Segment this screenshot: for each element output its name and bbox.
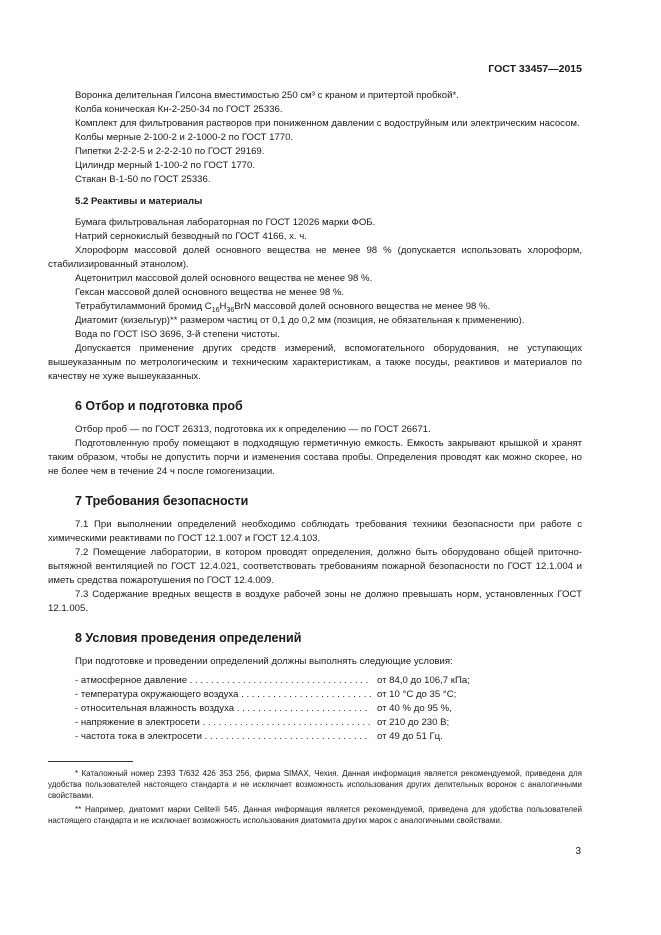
equipment-item: Цилиндр мерный 1-100-2 по ГОСТ 1770. <box>75 160 255 171</box>
reagent-note: Допускается применение других средств измерений, вспомогательного оборудования, не уступающих вышеуказанным по метрологическим и техническим характеристикам, а также посуды, реактивов и материалов по качеству не хуже вышеуказанных. <box>48 343 582 382</box>
equipment-item: Пипетки 2-2-2-5 и 2-2-2-10 по ГОСТ 29169. <box>75 146 265 157</box>
equipment-item: Стакан В-1-50 по ГОСТ 25336. <box>75 174 211 185</box>
equipment-item: Воронка делительная Гилсона вместимостью 250 см³ с краном и притертой пробкой*. <box>75 90 459 101</box>
condition-row <box>48 702 582 716</box>
equipment-item: Комплект для фильтрования растворов при пониженном давлении с водоструйным или электрическим насосом. <box>75 118 580 129</box>
condition-name: - относительная влажность воздуха . . . <box>75 702 371 716</box>
footnotes <box>48 768 582 826</box>
tbab-sub-c: 16 <box>211 306 220 314</box>
condition-row <box>48 674 582 688</box>
reagent-item: Ацетонитрил массовой долей основного вещества не менее 98 %. <box>75 273 373 284</box>
section-paragraph: 7.2 Помещение лаборатории, в котором проводят определения, должно быть оборудовано общей приточно-вытяжной вентиляцией по ГОСТ 12.4.021, соответствовать требованиям пожарной безопасности по ГОСТ 12.1.004 и иметь средства пожаротушения по ГОСТ 12.4.009. <box>48 547 582 586</box>
reagent-item: Натрий сернокислый безводный по ГОСТ 4166, х. ч. <box>75 231 307 242</box>
section-paragraph: При подготовке и проведении определений должны выполнять следующие условия: <box>75 656 453 667</box>
condition-value: от 10 °С до 35 °С; <box>377 689 457 700</box>
reagent-item: Диатомит (кизельгур)** размером частиц от 0,1 до 0,2 мм (позиция, не обязательная к применению). <box>75 315 525 326</box>
section-title: 8 Условия проведения определений <box>75 631 302 645</box>
condition-name: - частота тока в электросети . . . <box>75 730 371 744</box>
condition-value: от 40 % до 95 %, <box>377 703 452 714</box>
condition-name: - напряжение в электросети . . . <box>75 716 371 730</box>
reagent-item: Хлороформ массовой долей основного вещества не менее 98 % (допускается использовать хлороформ, стабилизированный этанолом). <box>48 245 582 270</box>
document-code: ГОСТ 33457—2015 <box>488 63 582 75</box>
footnote: * Каталожный номер 2393 Т/632 426 353 256, фирма SIMAX, Чехия. Данная информация является рекомендуемой, приведена для удобства пользователей настоящего стандарта и не исключает возможность использования других делительных воронок с аналогичными свойствами. <box>48 769 582 800</box>
condition-value: от 49 до 51 Гц. <box>377 731 443 742</box>
page-number: 3 <box>575 846 581 857</box>
section-title: 6 Отбор и подготовка проб <box>75 399 243 413</box>
condition-row <box>48 688 582 702</box>
condition-name: - атмосферное давление . . . <box>75 674 371 688</box>
footnote: ** Например, диатомит марки Celite® 545. Данная информация является рекомендуемой, приведена для удобства пользователей настоящего стандарта и не исключает возможность использования диатомита других марок с аналогичными свойствами. <box>48 805 582 825</box>
section-paragraph: Подготовленную пробу помещают в подходящую герметичную емкость. Емкость закрывают крышкой и хранят таким образом, чтобы не допустить порчи и изменения состава пробы. Определения проводят как можно скорее, но не более чем в течение 24 ч после гомогенизации. <box>48 438 582 477</box>
section-paragraph: Отбор проб — по ГОСТ 26313, подготовка их к определению — по ГОСТ 26671. <box>75 424 431 435</box>
condition-row <box>48 730 582 744</box>
reagent-item: Бумага фильтровальная лабораторная по ГОСТ 12026 марки ФОБ. <box>75 217 376 228</box>
condition-value: от 84,0 до 106,7 кПа; <box>377 675 470 686</box>
tbab-prefix: Тетрабутиламмоний бромид C <box>75 301 212 312</box>
reagent-item-tbab <box>48 300 582 314</box>
tbab-suffix: BrN массовой долей основного вещества не менее 98 %. <box>234 301 491 312</box>
section-paragraph: 7.1 При выполнении определений необходимо соблюдать требования техники безопасности при работе с химическими реактивами по ГОСТ 12.1.007 и ГОСТ 12.4.103. <box>48 519 582 544</box>
section-title: 7 Требования безопасности <box>75 494 249 508</box>
page-body <box>48 89 582 744</box>
tbab-sub-h: 36 <box>226 306 235 314</box>
reagent-item: Гексан массовой долей основного вещества не менее 98 %. <box>75 287 345 298</box>
equipment-item: Колба коническая Кн-2-250-34 по ГОСТ 25336. <box>75 104 283 115</box>
tbab-h: H <box>219 301 227 312</box>
condition-row <box>48 716 582 730</box>
condition-name: - температура окружающего воздуха . . . <box>75 688 371 702</box>
condition-value: от 210 до 230 В; <box>377 717 450 728</box>
equipment-item: Колбы мерные 2-100-2 и 2-1000-2 по ГОСТ 1770. <box>75 132 294 143</box>
section-paragraph: 7.3 Содержание вредных веществ в воздухе рабочей зоны не должно превышать норм, установленных ГОСТ 12.1.005. <box>48 589 582 614</box>
subsection-title: 5.2 Реактивы и материалы <box>75 196 203 207</box>
footnote-divider <box>48 761 133 762</box>
reagent-item: Вода по ГОСТ ISO 3696, 3-й степени чистоты. <box>75 329 280 340</box>
